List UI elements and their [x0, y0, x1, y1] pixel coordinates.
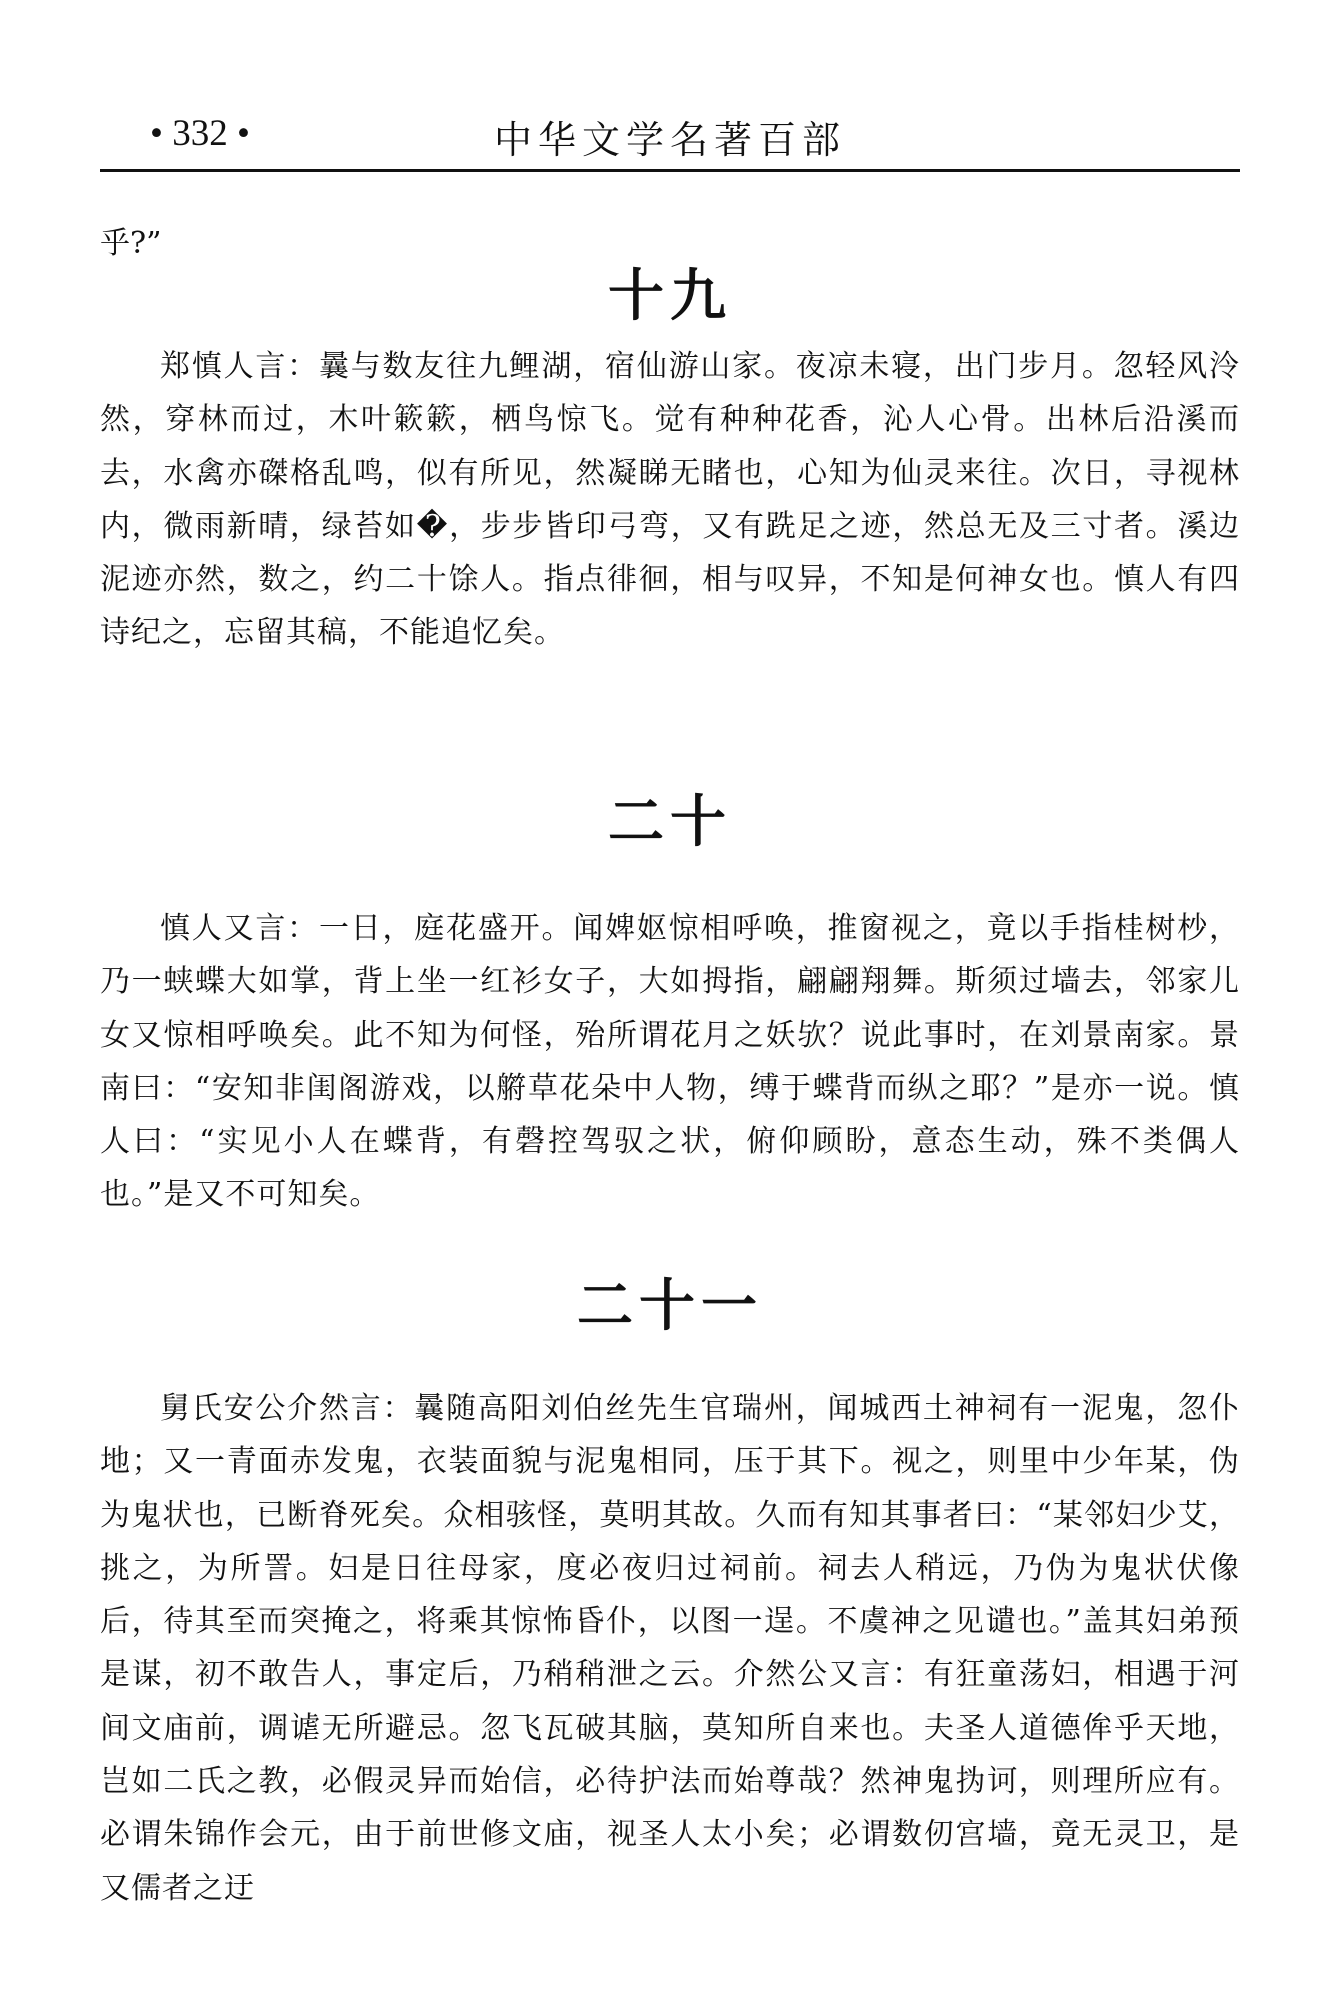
section-paragraph-19: 郑慎人言：曩与数友往九鲤湖，宿仙游山家。夜凉未寝，出门步月。忽轻风泠然，穿林而过，木叶簌簌，栖鸟惊飞。觉有种种花香，沁人心骨。出林后沿溪而去，水禽亦磔格乱鸣，似有所见，然凝睇无睹也，心知为仙灵来往。次日，寻视林内，微雨新晴，绿苔如�，步步皆印弓弯，又有跣足之迹，然总无及三寸者。溪边泥迹亦然，数之，约二十馀人。指点徘徊，相与叹异，不知是何神女也。慎人有四诗纪之，忘留其稿，不能追忆矣。 — [100, 349, 1240, 651]
section-heading-20: 二十 — [608, 790, 732, 855]
section-paragraph-20: 慎人又言：一日，庭花盛开。闻婢妪惊相呼唤，推窗视之，竟以手指桂树杪，乃一蛱蝶大如掌，背上坐一红衫女子，大如拇指，翩翩翔舞。斯须过墙去，邻家儿女又惊相呼唤矣。此不知为何怪，殆所谓花月之妖欤？说此事时，在刘景南家。景南曰：“安知非闺阁游戏，以䒀草花朵中人物，缚于蝶背而纵之耶？”是亦一说。慎人曰：“实见小人在蝶背，有磬控驾驭之状，俯仰顾盼，意态生动，殊不类偶人也。”是又不可知矣。 — [100, 911, 1240, 1213]
section-paragraph-21: 舅氏安公介然言：曩随高阳刘伯丝先生官瑞州，闻城西土神祠有一泥鬼，忽仆地；又一青面赤发鬼，衣装面貌与泥鬼相同，压于其下。视之，则里中少年某，伪为鬼状也，已断脊死矣。众相骇怪，莫明其故。久而有知其事者曰：“某邻妇少艾，挑之，为所詈。妇是日往母家，度必夜归过祠前。祠去人稍远，乃伪为鬼状伏像后，待其至而突掩之，将乘其惊怖昏仆，以图一逞。不虞神之见谴也。”盖其妇弟预是谋，初不敢告人，事定后，乃稍稍泄之云。介然公又言：有狂童荡妇，相遇于河间文庙前，调谑无所避忌。忽飞瓦破其脑，莫知所自来也。夫圣人道德侔乎天地，岂如二氏之教，必假灵异而始信，必待护法而始尊哉？然神鬼㧑诃，则理所应有。必谓朱锦作会元，由于前世修文庙，视圣人太小矣；必谓数仞宫墙，竟无灵卫，是又儒者之迂 — [100, 1391, 1240, 1906]
book-title: 中华文学名著百部 — [493, 118, 846, 162]
header-divider — [100, 169, 1240, 172]
page-header — [100, 104, 1240, 164]
page-number: • 332 • — [150, 113, 250, 154]
section-heading-21: 二十一 — [577, 1274, 763, 1339]
section-heading-19: 十九 — [608, 264, 732, 329]
carry-over-text: 乎?” — [100, 226, 162, 261]
